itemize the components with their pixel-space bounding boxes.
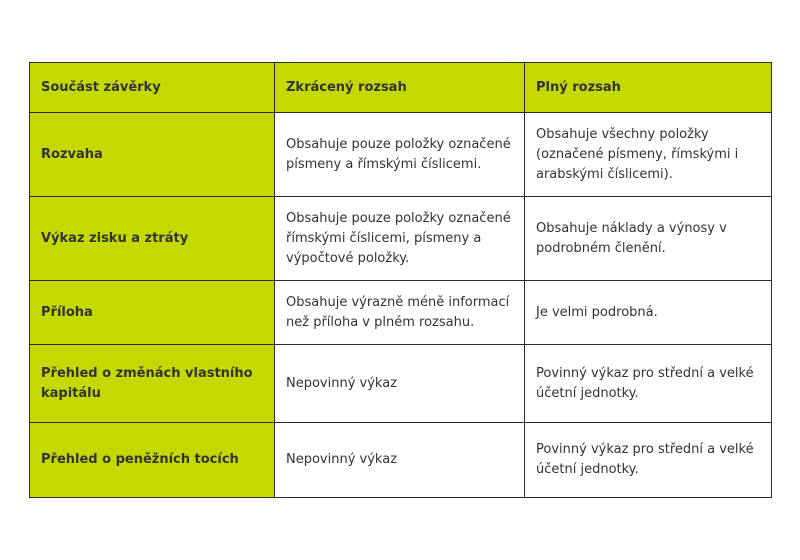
abbreviated-cell: Nepovinný výkaz xyxy=(275,423,525,498)
table-header-row xyxy=(30,63,772,113)
abbreviated-cell: Obsahuje výrazně méně informací než příloha v plném rozsahu. xyxy=(275,281,525,345)
row-label: Výkaz zisku a ztráty xyxy=(30,197,275,281)
header-component: Součást závěrky xyxy=(30,63,275,113)
abbreviated-cell: Obsahuje pouze položky označené římskými číslicemi, písmeny a výpočtové položky. xyxy=(275,197,525,281)
table-row xyxy=(30,197,772,281)
table-row xyxy=(30,345,772,423)
header-abbreviated: Zkrácený rozsah xyxy=(275,63,525,113)
table-row xyxy=(30,113,772,197)
full-cell: Je velmi podrobná. xyxy=(525,281,772,345)
table-row xyxy=(30,281,772,345)
row-label: Příloha xyxy=(30,281,275,345)
full-cell: Povinný výkaz pro střední a velké účetní jednotky. xyxy=(525,423,772,498)
comparison-table xyxy=(29,62,772,498)
abbreviated-cell: Obsahuje pouze položky označené písmeny a římskými číslicemi. xyxy=(275,113,525,197)
full-cell: Obsahuje náklady a výnosy v podrobném členění. xyxy=(525,197,772,281)
table-row xyxy=(30,423,772,498)
row-label: Přehled o změnách vlastního kapitálu xyxy=(30,345,275,423)
abbreviated-cell: Nepovinný výkaz xyxy=(275,345,525,423)
header-full: Plný rozsah xyxy=(525,63,772,113)
row-label: Rozvaha xyxy=(30,113,275,197)
full-cell: Obsahuje všechny položky (označené písmeny, římskými i arabskými číslicemi). xyxy=(525,113,772,197)
full-cell: Povinný výkaz pro střední a velké účetní jednotky. xyxy=(525,345,772,423)
row-label: Přehled o peněžních tocích xyxy=(30,423,275,498)
